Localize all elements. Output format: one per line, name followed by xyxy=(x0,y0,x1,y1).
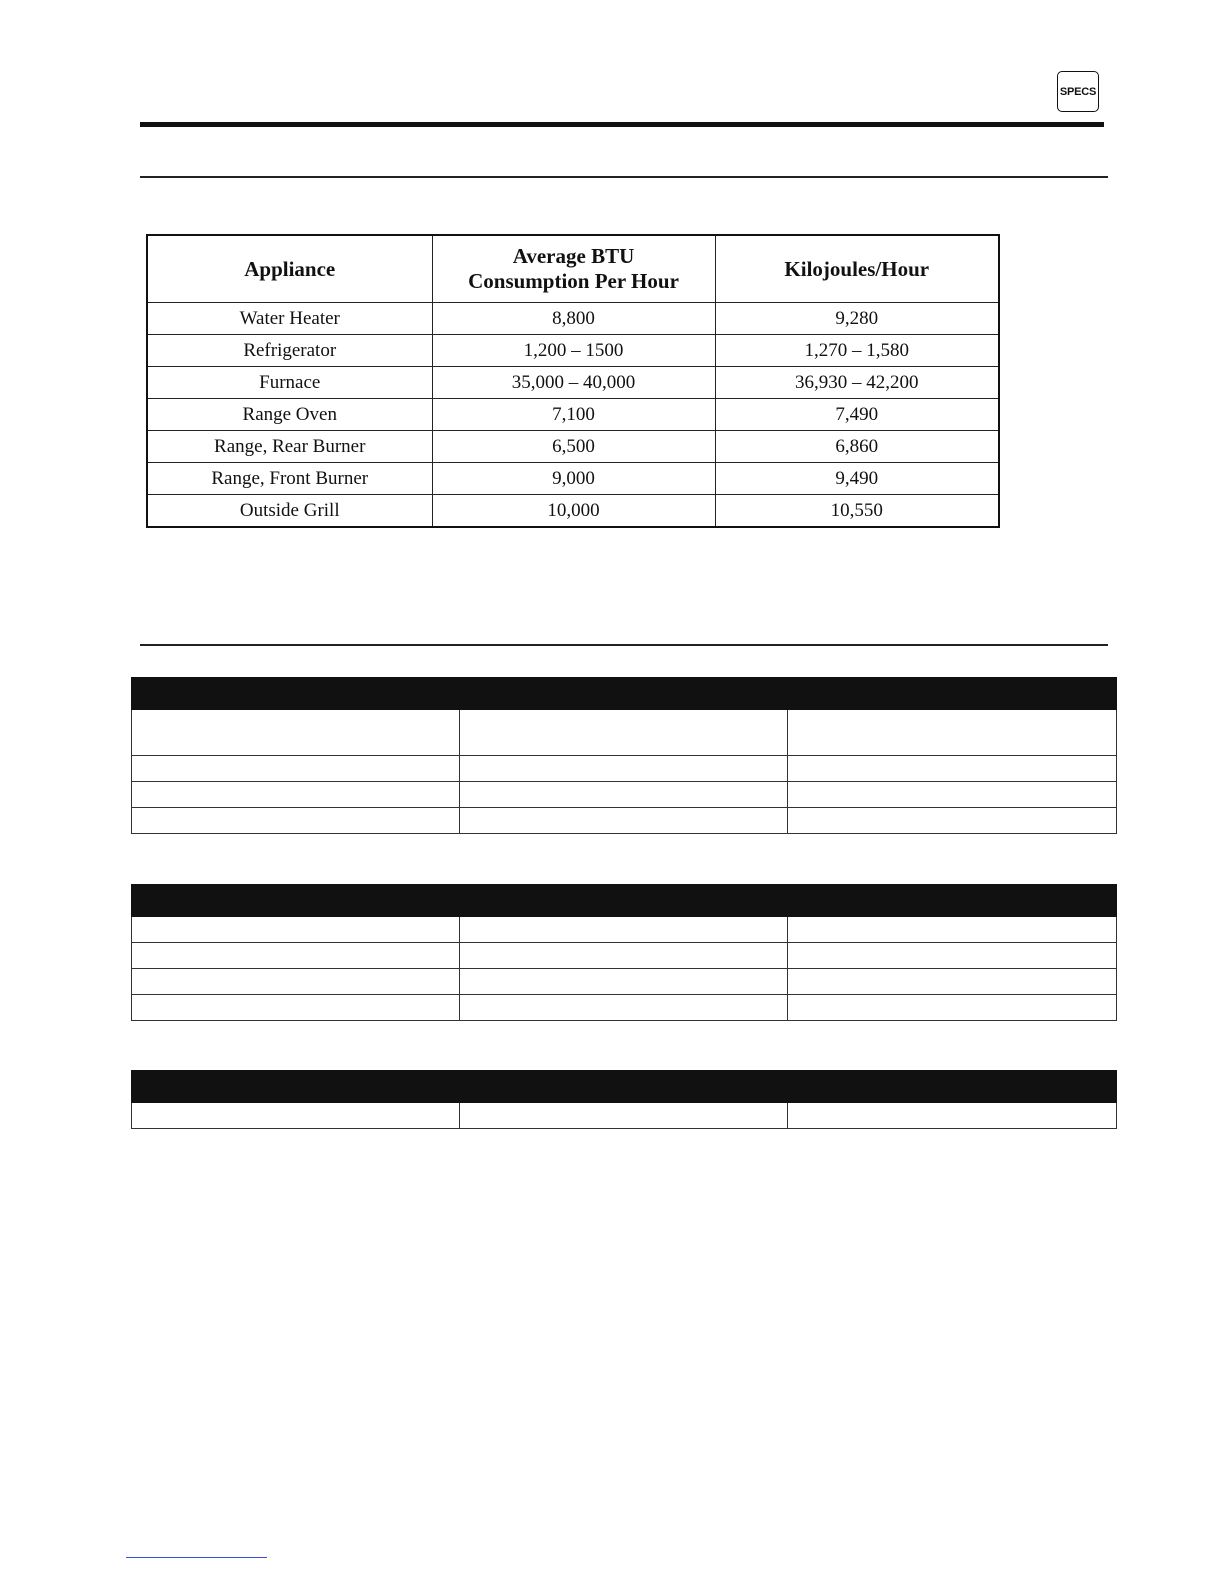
btu-cell: 1,200 – 1500 xyxy=(432,335,715,367)
btu-table-header-row xyxy=(147,235,999,303)
table-row xyxy=(132,756,1117,782)
col-header-average-btu: Average BTU Consumption Per Hour xyxy=(432,235,715,303)
appliance-cell: Water Heater xyxy=(147,303,432,335)
btu-cell: 8,800 xyxy=(432,303,715,335)
table-row xyxy=(147,463,999,495)
table-row xyxy=(132,808,1117,834)
table-row xyxy=(147,495,999,528)
appliance-cell: Refrigerator xyxy=(147,335,432,367)
btu-cell: 6,500 xyxy=(432,431,715,463)
specs-badge: SPECS xyxy=(1057,71,1099,112)
appliance-cell: Outside Grill xyxy=(147,495,432,528)
btu-cell: 9,000 xyxy=(432,463,715,495)
section-divider-2 xyxy=(140,644,1108,646)
header-rule xyxy=(140,122,1104,127)
table-header-bar xyxy=(132,885,1117,917)
table-row xyxy=(147,399,999,431)
table-row xyxy=(132,782,1117,808)
table-row xyxy=(147,335,999,367)
kj-cell: 9,280 xyxy=(715,303,999,335)
blank-spec-table-1 xyxy=(131,677,1117,834)
table-row xyxy=(132,995,1117,1021)
section-divider-1 xyxy=(140,176,1108,178)
col-header-appliance: Appliance xyxy=(147,235,432,303)
table-row xyxy=(147,303,999,335)
btu-cell: 7,100 xyxy=(432,399,715,431)
table-header-bar xyxy=(132,1071,1117,1103)
kj-cell: 9,490 xyxy=(715,463,999,495)
table-row xyxy=(132,969,1117,995)
kj-cell: 36,930 – 42,200 xyxy=(715,367,999,399)
table-row xyxy=(132,917,1117,943)
col-header-kilojoules: Kilojoules/Hour xyxy=(715,235,999,303)
btu-cell: 35,000 – 40,000 xyxy=(432,367,715,399)
appliance-cell: Range Oven xyxy=(147,399,432,431)
kj-cell: 1,270 – 1,580 xyxy=(715,335,999,367)
btu-cell: 10,000 xyxy=(432,495,715,528)
appliance-cell: Furnace xyxy=(147,367,432,399)
blank-spec-table-3 xyxy=(131,1070,1117,1129)
table-row xyxy=(147,367,999,399)
kj-cell: 6,860 xyxy=(715,431,999,463)
table-row xyxy=(132,943,1117,969)
kj-cell: 10,550 xyxy=(715,495,999,528)
appliance-cell: Range, Front Burner xyxy=(147,463,432,495)
appliance-cell: Range, Rear Burner xyxy=(147,431,432,463)
table-row xyxy=(147,431,999,463)
kj-cell: 7,490 xyxy=(715,399,999,431)
table-header-bar xyxy=(132,678,1117,710)
table-row xyxy=(132,710,1117,756)
blank-spec-table-2 xyxy=(131,884,1117,1021)
table-row xyxy=(132,1103,1117,1129)
btu-consumption-table xyxy=(146,234,1000,528)
footer-link-underline[interactable] xyxy=(126,1557,267,1558)
